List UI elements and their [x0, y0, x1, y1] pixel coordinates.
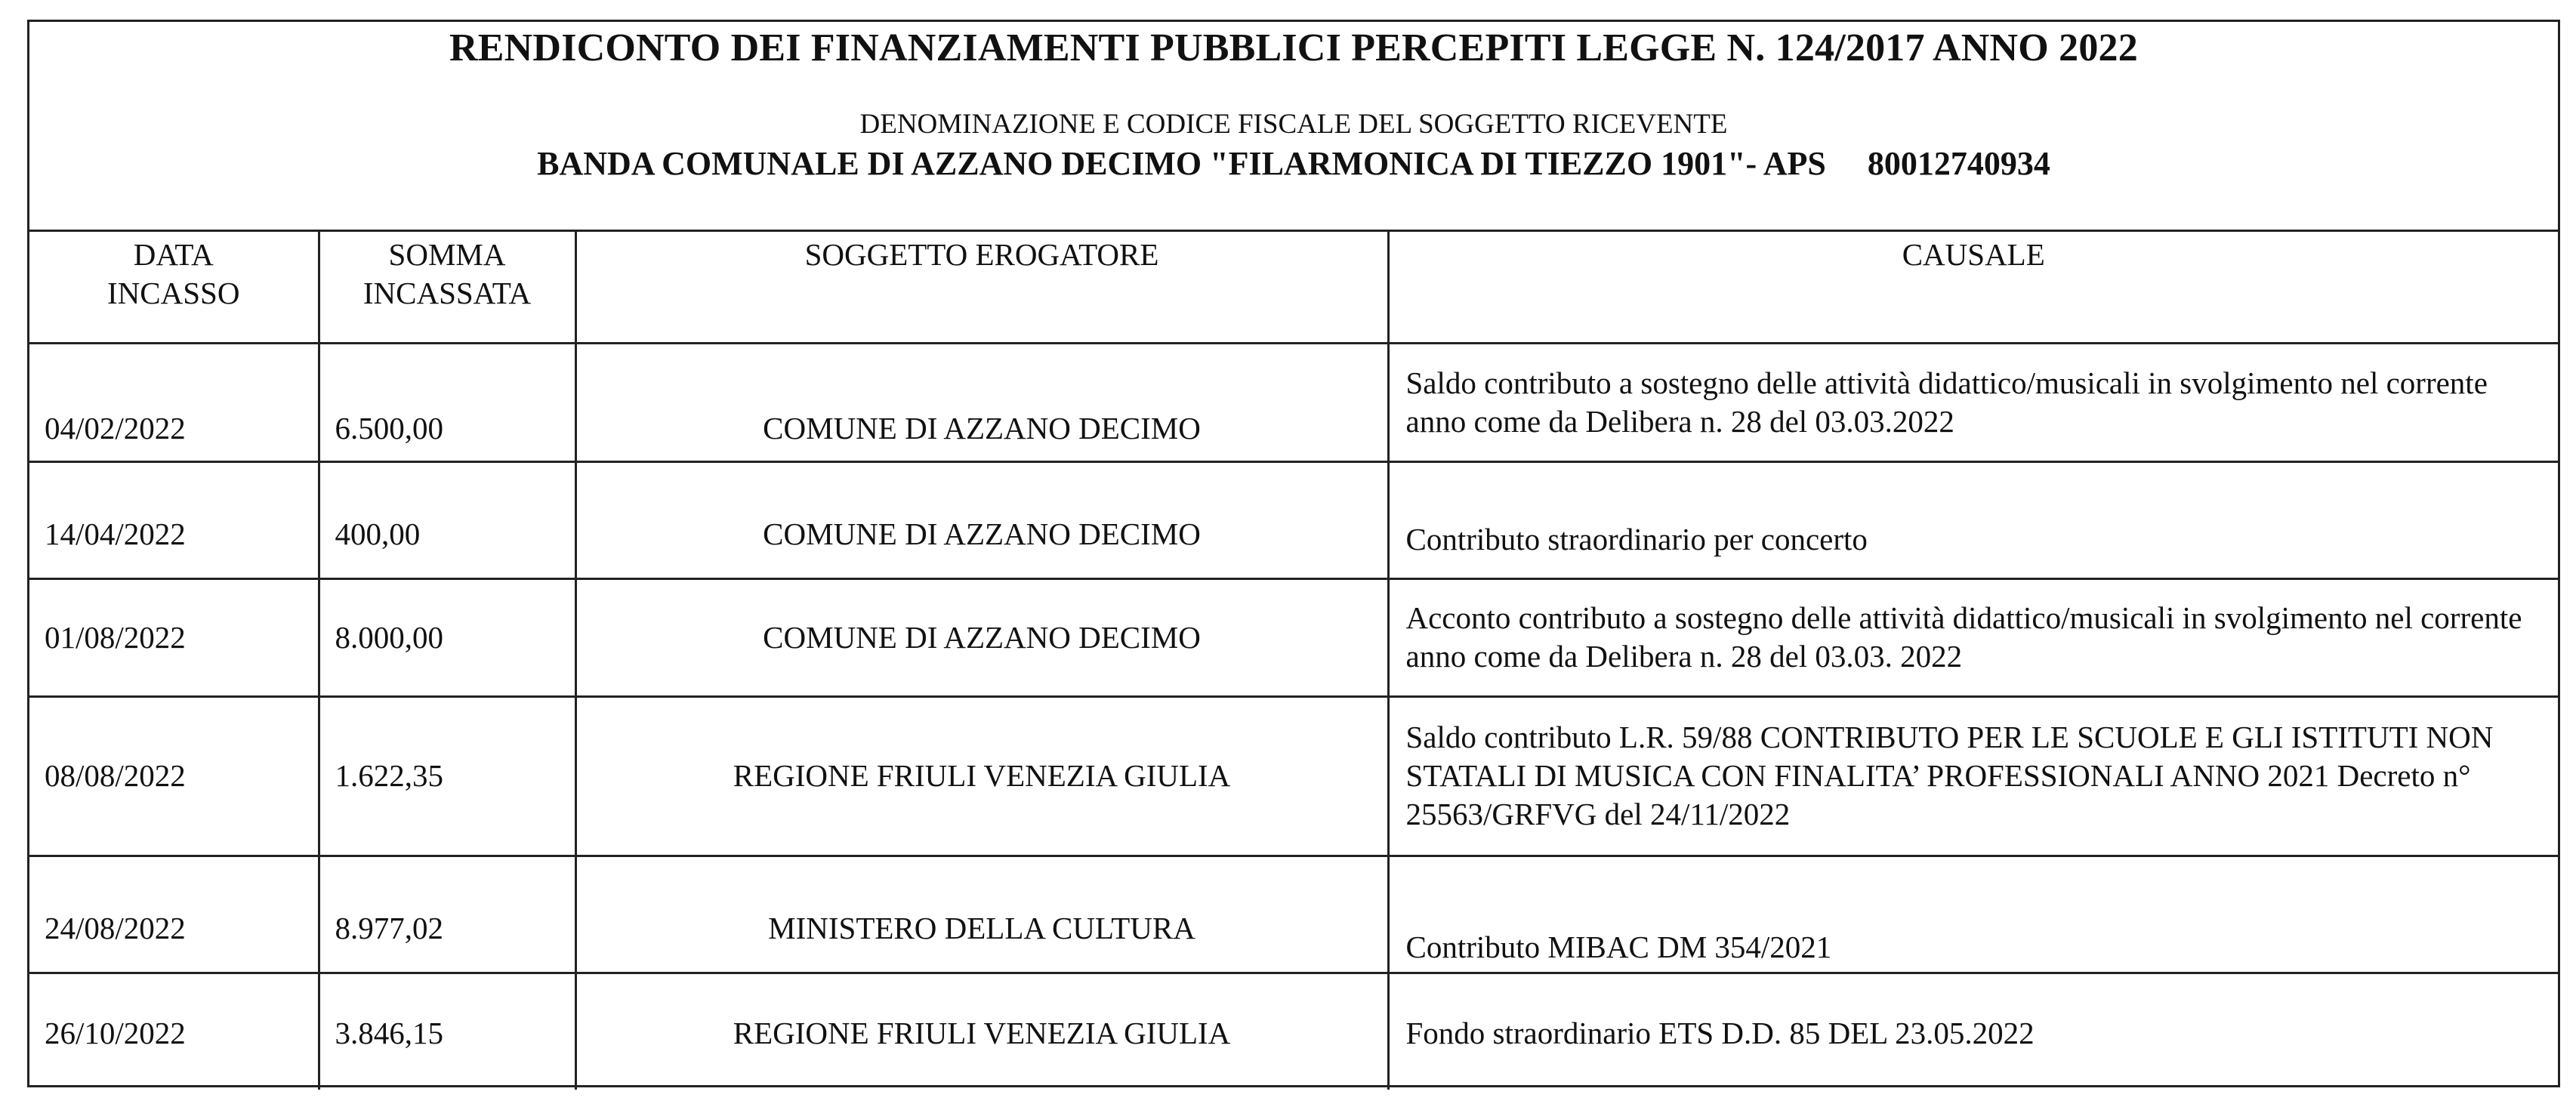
- cell-giver: REGIONE FRIULI VENEZIA GIULIA: [575, 973, 1388, 1090]
- table-header-row: [29, 230, 2558, 343]
- report-title: RENDICONTO DEI FINANZIAMENTI PUBBLICI PERCEPITI LEGGE N. 124/2017 ANNO 2022: [449, 26, 2138, 69]
- cell-giver: COMUNE DI AZZANO DECIMO: [575, 343, 1388, 461]
- table-row: [29, 696, 2558, 856]
- cell-amount: 1.622,35: [319, 696, 575, 856]
- recipient-caption: DENOMINAZIONE E CODICE FISCALE DEL SOGGETTO RICEVENTE: [859, 109, 1728, 140]
- cell-cause: Contributo straordinario per concerto: [1388, 461, 2558, 578]
- cell-date: 26/10/2022: [29, 973, 319, 1090]
- cell-cause: Fondo straordinario ETS D.D. 85 DEL 23.05.2022: [1388, 973, 2558, 1090]
- header-amount: [319, 230, 575, 343]
- cell-date: 04/02/2022: [29, 343, 319, 461]
- recipient-name-and-tax-code: BANDA COMUNALE DI AZZANO DECIMO "FILARMONICA DI TIEZZO 1901"- APS 80012740934: [537, 145, 2050, 182]
- header-amount-label: SOMMA INCASSATA: [362, 237, 532, 310]
- cell-amount: 6.500,00: [319, 343, 575, 461]
- header-date-label: DATA INCASSO: [107, 237, 240, 310]
- cell-giver: MINISTERO DELLA CULTURA: [575, 856, 1388, 973]
- table-row: [29, 856, 2558, 973]
- cell-giver: COMUNE DI AZZANO DECIMO: [575, 461, 1388, 578]
- cell-date: 08/08/2022: [29, 696, 319, 856]
- cell-cause: Acconto contributo a sostegno delle attività didattico/musicali in svolgimento nel corrente anno come da Delibera n. 28 del 03.03. 2022: [1388, 578, 2558, 696]
- table-row: [29, 461, 2558, 578]
- report-document: [27, 20, 2560, 1087]
- table-row: [29, 578, 2558, 696]
- funding-table: [29, 230, 2558, 1090]
- header-cause: [1388, 230, 2558, 343]
- header-giver: [575, 230, 1388, 343]
- header-cause-label: CAUSALE: [1902, 237, 2045, 272]
- table-row: [29, 973, 2558, 1090]
- cell-amount: 8.000,00: [319, 578, 575, 696]
- cell-amount: 400,00: [319, 461, 575, 578]
- cell-amount: 8.977,02: [319, 856, 575, 973]
- cell-giver: REGIONE FRIULI VENEZIA GIULIA: [575, 696, 1388, 856]
- cell-giver: COMUNE DI AZZANO DECIMO: [575, 578, 1388, 696]
- cell-date: 24/08/2022: [29, 856, 319, 973]
- header-giver-label: SOGGETTO EROGATORE: [804, 237, 1159, 272]
- table-row: [29, 343, 2558, 461]
- cell-date: 14/04/2022: [29, 461, 319, 578]
- header-date: [29, 230, 319, 343]
- report-header: [29, 22, 2558, 232]
- cell-cause: Saldo contributo a sostegno delle attività didattico/musicali in svolgimento nel corrente anno come da Delibera n. 28 del 03.03.2022: [1388, 343, 2558, 461]
- cell-cause: Contributo MIBAC DM 354/2021: [1388, 856, 2558, 973]
- cell-amount: 3.846,15: [319, 973, 575, 1090]
- cell-date: 01/08/2022: [29, 578, 319, 696]
- cell-cause: Saldo contributo L.R. 59/88 CONTRIBUTO PER LE SCUOLE E GLI ISTITUTI NON STATALI DI MUSICA CON FINALITA’ PROFESSIONALI ANNO 2021 Decreto n° 25563/GRFVG del 24/11/2022: [1388, 696, 2558, 856]
